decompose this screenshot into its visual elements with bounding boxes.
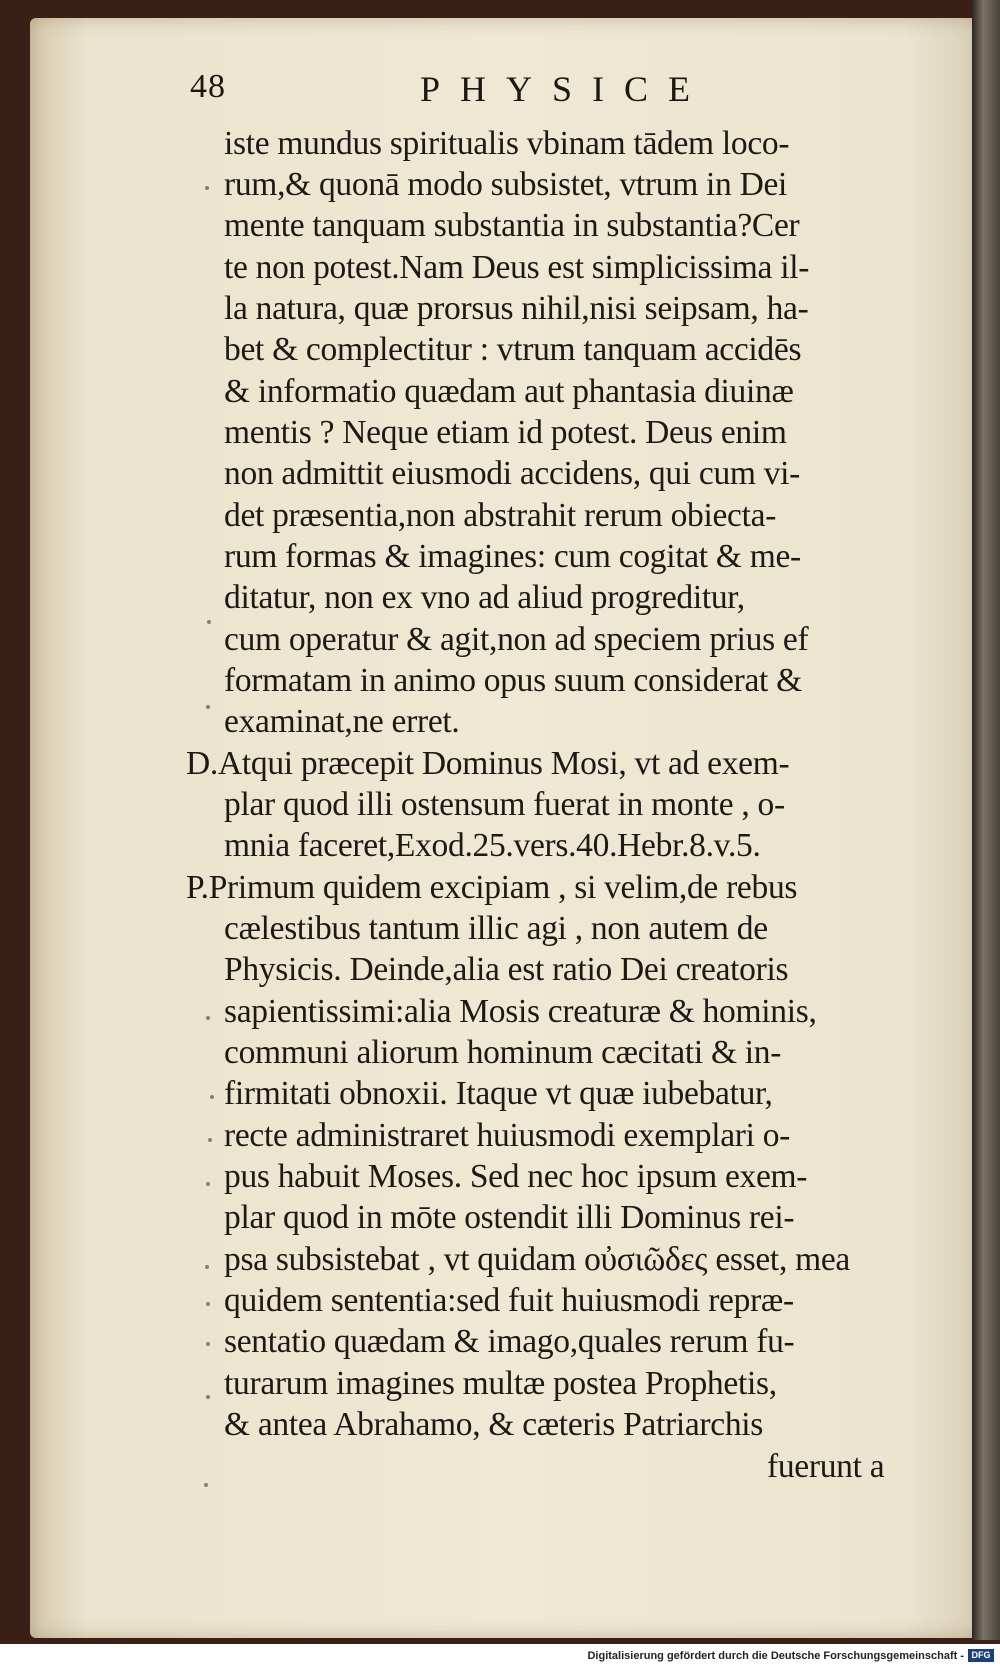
margin-mark — [205, 1265, 209, 1269]
text-line: Physicis. Deinde,alia est ratio Dei creatoris — [224, 951, 789, 988]
running-head: PHYSICE — [420, 69, 711, 109]
digitization-credit: Digitalisierung gefördert durch die Deutsche Forschungsgemeinschaft - — [587, 1650, 964, 1662]
text-line: sentatio quædam & imago,quales rerum fu- — [224, 1323, 795, 1360]
text-line: cælestibus tantum illic agi , non autem de — [224, 910, 768, 947]
text-line: P.Primum quidem excipiam , si velim,de rebus — [186, 869, 798, 906]
text-line: recte administraret huiusmodi exemplari o- — [224, 1117, 791, 1154]
text-line: te non potest.Nam Deus est simplicissima il- — [224, 249, 810, 286]
text-line: rum,& quonā modo subsistet, vtrum in Dei — [224, 166, 788, 203]
dfg-logo: DFG — [968, 1649, 994, 1662]
text-line: quidem sententia:sed fuit huiusmodi repræ- — [224, 1282, 794, 1319]
page-number: 48 — [190, 68, 226, 105]
text-line: mnia faceret,Exod.25.vers.40.Hebr.8.v.5. — [224, 827, 761, 864]
text-line: bet & complectitur : vtrum tanquam accidēs — [224, 331, 802, 368]
margin-mark — [205, 186, 209, 190]
text-line: D.Atqui præcepit Dominus Mosi, vt ad exem- — [186, 745, 790, 782]
text-line: plar quod in mōte ostendit illi Dominus rei- — [224, 1199, 795, 1236]
margin-mark — [206, 705, 210, 709]
text-line: pus habuit Moses. Sed nec hoc ipsum exem- — [224, 1158, 808, 1195]
text-line: det præsentia,non abstrahit rerum obiecta- — [224, 497, 777, 534]
text-line: ditatur, non ex vno ad aliud progreditur, — [224, 579, 745, 616]
text-line: non admittit eiusmodi accidens, qui cum vi- — [224, 455, 801, 492]
text-line: firmitati obnoxii. Itaque vt quæ iubebatur, — [224, 1075, 773, 1112]
text-line: & informatio quædam aut phantasia diuinæ — [224, 373, 794, 410]
text-line: mente tanquam substantia in substantia?Cer — [224, 207, 800, 244]
text-line: mentis ? Neque etiam id potest. Deus enim — [224, 414, 787, 451]
text-line: cum operatur & agit,non ad speciem prius ef — [224, 621, 809, 658]
text-line: turarum imagines multæ postea Prophetis, — [224, 1365, 777, 1402]
margin-mark — [210, 1095, 214, 1099]
text-line: psa subsistebat , vt quidam οὐσιῶδες esset, mea — [224, 1241, 850, 1278]
margin-mark — [207, 620, 211, 624]
text-line: formatam in animo opus suum considerat & — [224, 662, 802, 699]
catchword: fuerunt a — [767, 1448, 885, 1485]
text-line: communi aliorum hominum cæcitati & in- — [224, 1034, 782, 1071]
margin-mark — [208, 1138, 212, 1142]
text-line: sapientissimi:alia Mosis creaturæ & hominis, — [224, 993, 817, 1030]
text-line: la natura, quæ prorsus nihil,nisi seipsam, ha- — [224, 290, 809, 327]
margin-mark — [206, 1395, 210, 1399]
text-line: & antea Abrahamo, & cæteris Patriarchis — [224, 1406, 764, 1443]
text-line: examinat,ne erret. — [224, 703, 460, 740]
margin-mark — [206, 1016, 210, 1020]
text-line: iste mundus spiritualis vbinam tādem loco- — [224, 125, 790, 162]
scan-footer — [0, 1644, 1000, 1671]
text-line: plar quod illi ostensum fuerat in monte , o- — [224, 786, 785, 823]
margin-mark — [206, 1302, 210, 1306]
text-line: rum formas & imagines: cum cogitat & me- — [224, 538, 801, 575]
margin-mark — [206, 1342, 210, 1346]
margin-mark — [204, 1483, 208, 1487]
margin-mark — [206, 1182, 210, 1186]
